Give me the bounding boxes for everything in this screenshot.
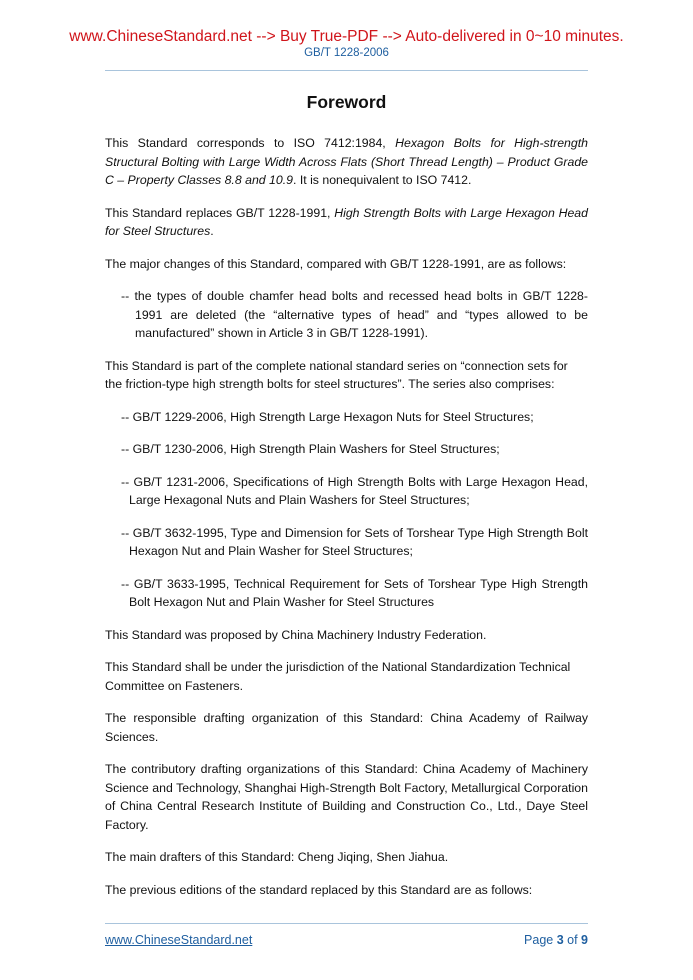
paragraph-contributory-orgs: The contributory drafting organizations of this Standard: China Academy of Machinery Science and Technology, Shanghai High-Strength Bolt Factory, Metallurgical Corporation of China Central Research Institute of Building and Construction Co., Ltd., Daye Steel Factory. [105, 762, 588, 832]
paragraph-text: This Standard replaces GB/T 1228-1991, [105, 205, 335, 220]
paragraph-jurisdiction: This Standard shall be under the jurisdiction of the National Standardization Technical Committee on Fasteners. [105, 660, 571, 693]
list-item-series: -- GB/T 3633-1995, Technical Requirement for Sets of Torshear Type High Strength Bolt Hexagon Nut and Plain Washer for Steel Structures [121, 576, 588, 609]
document-code: GB/T 1228-2006 [304, 47, 389, 59]
paragraph-drafters: The main drafters of this Standard: Cheng Jiqing, Shen Jiahua. [105, 850, 449, 864]
page-current: 3 [556, 933, 564, 947]
iso-title: Hexagon Bolts for High-strength Structural Bolting with Large Width Across Flats (Short Thread Length) – Product Grade C – Property Classes 8.8 and 10.9 [105, 136, 588, 187]
page-title: Foreword [306, 92, 387, 112]
paragraph-series: This Standard is part of the complete national standard series on “connection sets for the friction-type high strength bolts for steel structures”. The series also comprises: [105, 358, 568, 391]
paragraph-major-changes: The major changes of this Standard, compared with GB/T 1228-1991, are as follows: [105, 256, 567, 271]
list-item-series: -- GB/T 1229-2006, High Strength Large Hexagon Nuts for Steel Structures; [121, 409, 534, 424]
list-item-change: -- the types of double chamfer head bolts and recessed head bolts in GB/T 1228-1991 are deleted (the “alternative types of head” and “types allowed to be manufactured” shown in Article 3 in GB/T 1228-1991). [121, 289, 588, 340]
page-total: 9 [581, 933, 588, 947]
header-divider [105, 70, 588, 71]
footer-website-link[interactable]: www.ChineseStandard.net [105, 933, 253, 947]
page-prefix: Page [524, 933, 557, 947]
paragraph-text: This Standard corresponds to ISO 7412:1984, [105, 136, 396, 150]
list-item-series: -- GB/T 1231-2006, Specifications of High Strength Bolts with Large Hexagon Head, Large Hexagonal Nuts and Plain Washers for Steel Structures; [121, 474, 588, 507]
paragraph-text: . [210, 224, 214, 238]
footer-divider [105, 923, 588, 924]
page-indicator [524, 933, 588, 947]
list-item-series: -- GB/T 3632-1995, Type and Dimension for Sets of Torshear Type High Strength Bolt Hexagon Nut and Plain Washer for Steel Structures; [121, 525, 588, 558]
paragraph-proposed-by: This Standard was proposed by China Machinery Industry Federation. [105, 627, 487, 642]
paragraph-iso-correspondence [105, 134, 588, 190]
paragraph-responsible-org: The responsible drafting organization of this Standard: China Academy of Railway Sciences. [105, 711, 588, 744]
replaced-standard-title: High Strength Bolts with Large Hexagon Head for Steel Structures [105, 205, 588, 238]
list-item-series: -- GB/T 1230-2006, High Strength Plain Washers for Steel Structures; [121, 442, 500, 456]
paragraph-replaces [105, 204, 588, 241]
document-body [105, 134, 588, 913]
page-of: of [563, 933, 582, 947]
paragraph-previous-editions: The previous editions of the standard replaced by this Standard are as follows: [105, 882, 533, 897]
paragraph-text: . It is nonequivalent to ISO 7412. [292, 173, 472, 187]
header-banner-link[interactable]: www.ChineseStandard.net --> Buy True-PDF --> Auto-delivered in 0~10 minutes. [69, 28, 624, 45]
